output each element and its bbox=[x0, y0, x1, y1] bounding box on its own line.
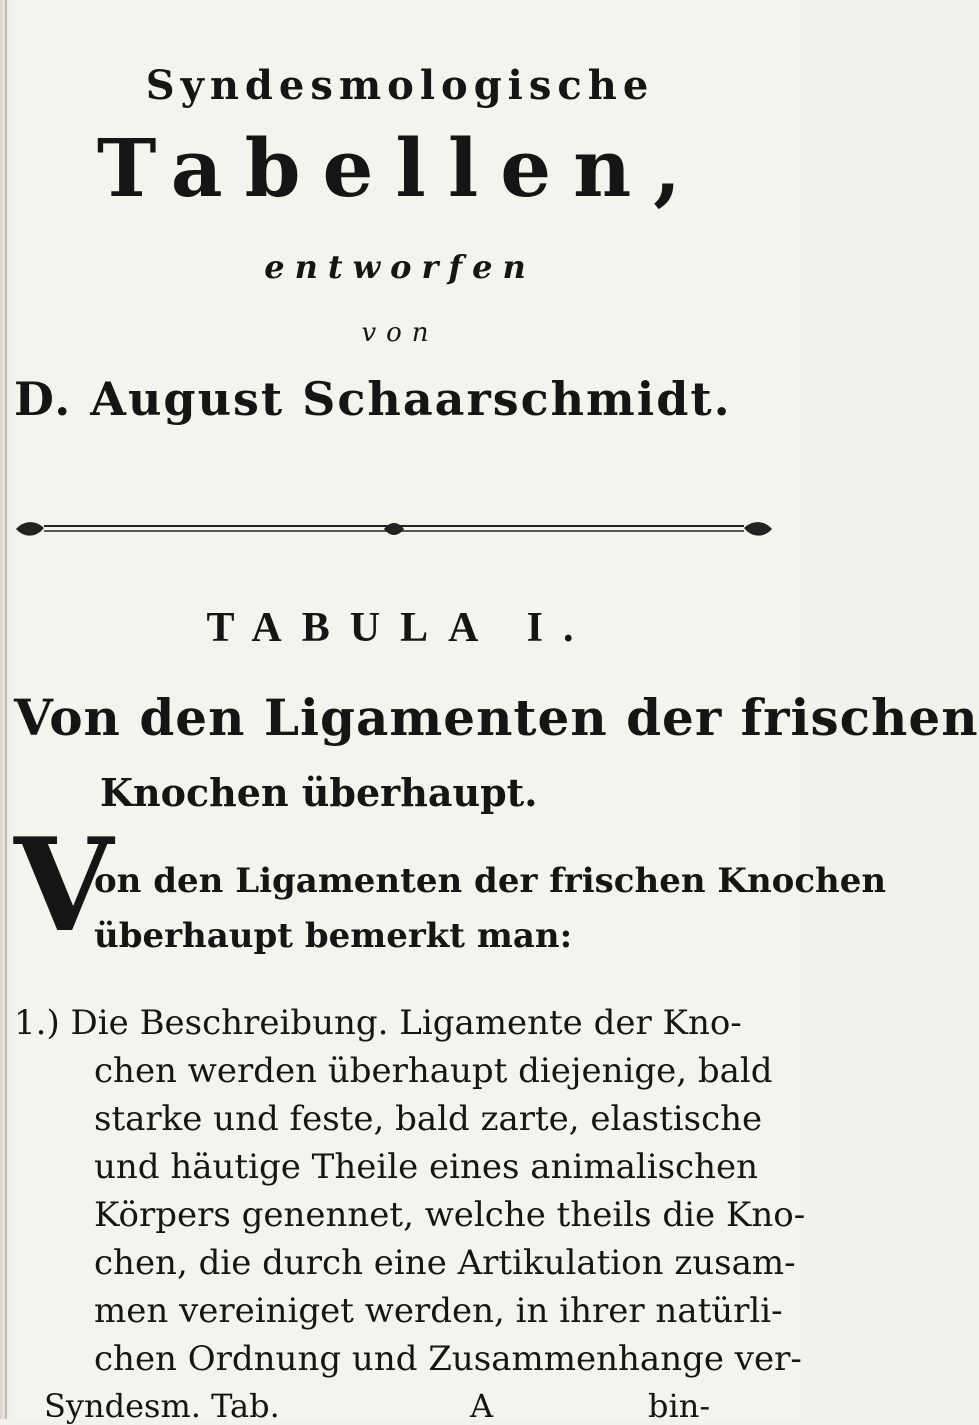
footer-signature-mark: A bbox=[470, 1387, 494, 1425]
paragraph-line-5: Körpers genennet, welche theils die Kno- bbox=[94, 1195, 806, 1235]
footer-catchword: bin- bbox=[648, 1387, 711, 1425]
author-name: D. August Schaarschmidt. bbox=[14, 372, 732, 426]
ornamental-rule bbox=[14, 520, 774, 538]
paragraph-line-3: starke und feste, bald zarte, elastische bbox=[94, 1099, 763, 1139]
intro-line-2: überhaupt bemerkt man: bbox=[94, 916, 573, 956]
tabula-heading: TABULA I. bbox=[206, 605, 594, 651]
page-gutter bbox=[5, 0, 7, 1419]
title-line-tabellen: Tabellen, bbox=[96, 121, 704, 215]
paragraph-line-2: chen werden überhaupt diejenige, bald bbox=[94, 1051, 773, 1091]
paragraph-line-7: men vereiniget werden, in ihrer natürli- bbox=[94, 1291, 783, 1331]
section-title-line-1: Von den Ligamenten der frischen bbox=[14, 688, 979, 747]
paragraph-line-6: chen, die durch eine Artikulation zusam- bbox=[94, 1243, 796, 1283]
title-line-syndesmologische: Syndesmologische bbox=[145, 62, 655, 109]
intro-line-1: on den Ligamenten der frischen Knochen bbox=[94, 861, 887, 901]
paragraph-line-8: chen Ordnung und Zusammenhange ver- bbox=[94, 1339, 802, 1379]
footer-signature-title: Syndesm. Tab. bbox=[44, 1387, 280, 1425]
title-line-von: von bbox=[361, 318, 439, 348]
paragraph-line-4: und häutige Theile eines animalischen bbox=[94, 1147, 759, 1187]
title-line-entworfen: entworfen bbox=[264, 248, 536, 286]
paragraph-line-1: 1.) Die Beschreibung. Ligamente der Kno- bbox=[14, 1003, 742, 1043]
section-title-line-2: Knochen überhaupt. bbox=[100, 770, 538, 815]
drop-cap-letter: V bbox=[14, 811, 114, 961]
